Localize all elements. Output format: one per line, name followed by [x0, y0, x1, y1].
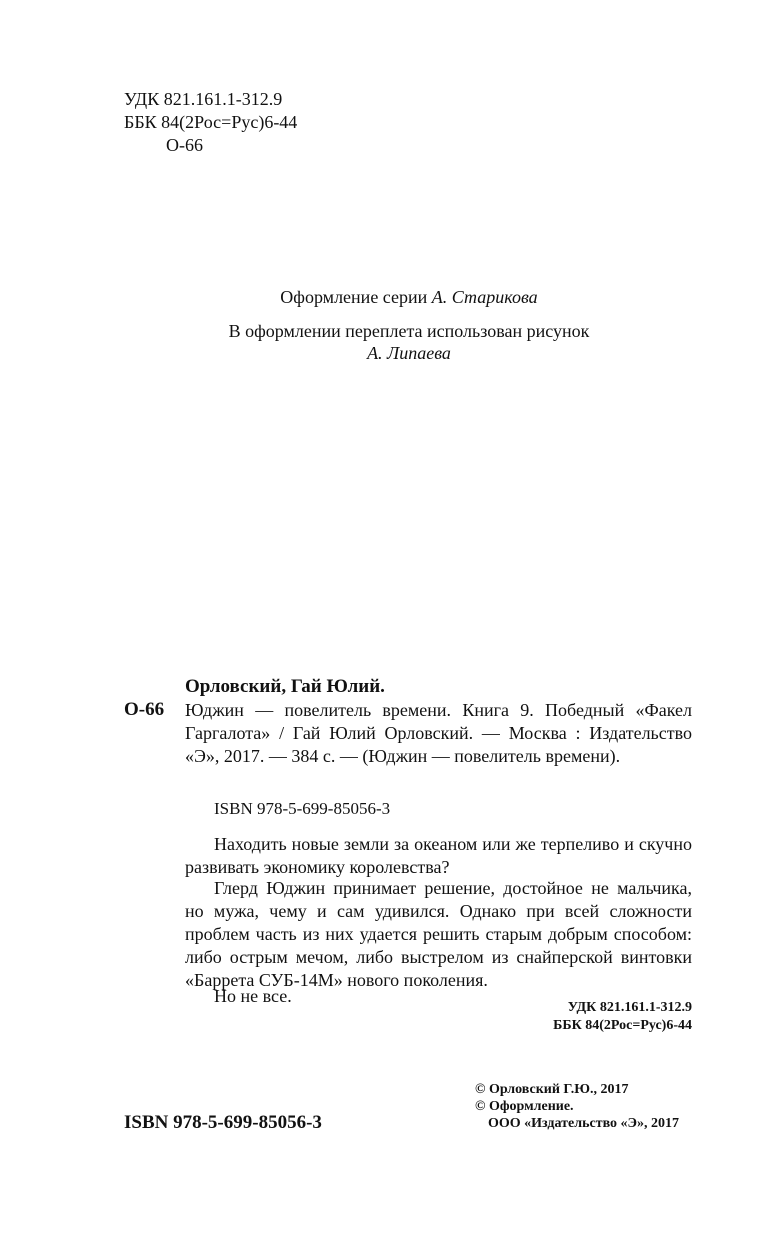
series-design-prefix: Оформление серии — [280, 287, 432, 307]
binding-artist: А. Липаева — [367, 343, 451, 363]
series-design-credit — [0, 286, 768, 308]
record-isbn: ISBN 978-5-699-85056-3 — [214, 799, 391, 818]
bbk-code-top: ББК 84(2Рос=Рус)6-44 — [124, 112, 298, 132]
series-designer-name: А. Старикова — [431, 287, 538, 307]
copyright-author: © Орловский Г.Ю., 2017 — [475, 1082, 629, 1097]
author-sign-top: О-66 — [166, 135, 203, 155]
isbn-bottom: ISBN 978-5-699-85056-3 — [124, 1112, 322, 1133]
copyright-design: © Оформление. — [475, 1099, 574, 1114]
annotation-paragraph-3: Но не все. — [214, 986, 292, 1006]
binding-note: В оформлении переплета использован рисунок — [228, 321, 590, 341]
annotation-paragraph-1: Находить новые земли за океаном или же терпеливо и скучно развивать экономику королевства? — [185, 834, 692, 877]
copyright-publisher: ООО «Издательство «Э», 2017 — [488, 1116, 680, 1131]
annotation-paragraph-2: Глерд Юджин принимает решение, достойное не мальчика, но мужа, чему и сам удивился. Однако при всей сложности проблем часть из них удается решить старым добрым способом: либо острым мечом, либо выстрелом из снайперской винтовки «Баррета СУБ-14М» нового поколения. — [185, 878, 692, 990]
record-description: Юджин — повелитель времени. Книга 9. Победный «Факел Гаргалота» / Гай Юлий Орловский. — Москва : Издательство «Э», 2017. — 384 с. — (Юджин — повелитель времени). — [185, 700, 692, 766]
record-author: Орловский, Гай Юлий. — [185, 676, 385, 697]
bbk-code-bottom: ББК 84(2Рос=Рус)6-44 — [553, 1018, 692, 1033]
udk-code-top: УДК 821.161.1-312.9 — [124, 89, 283, 109]
record-author-sign: О-66 — [124, 699, 165, 720]
udk-code-bottom: УДК 821.161.1-312.9 — [567, 1000, 692, 1015]
